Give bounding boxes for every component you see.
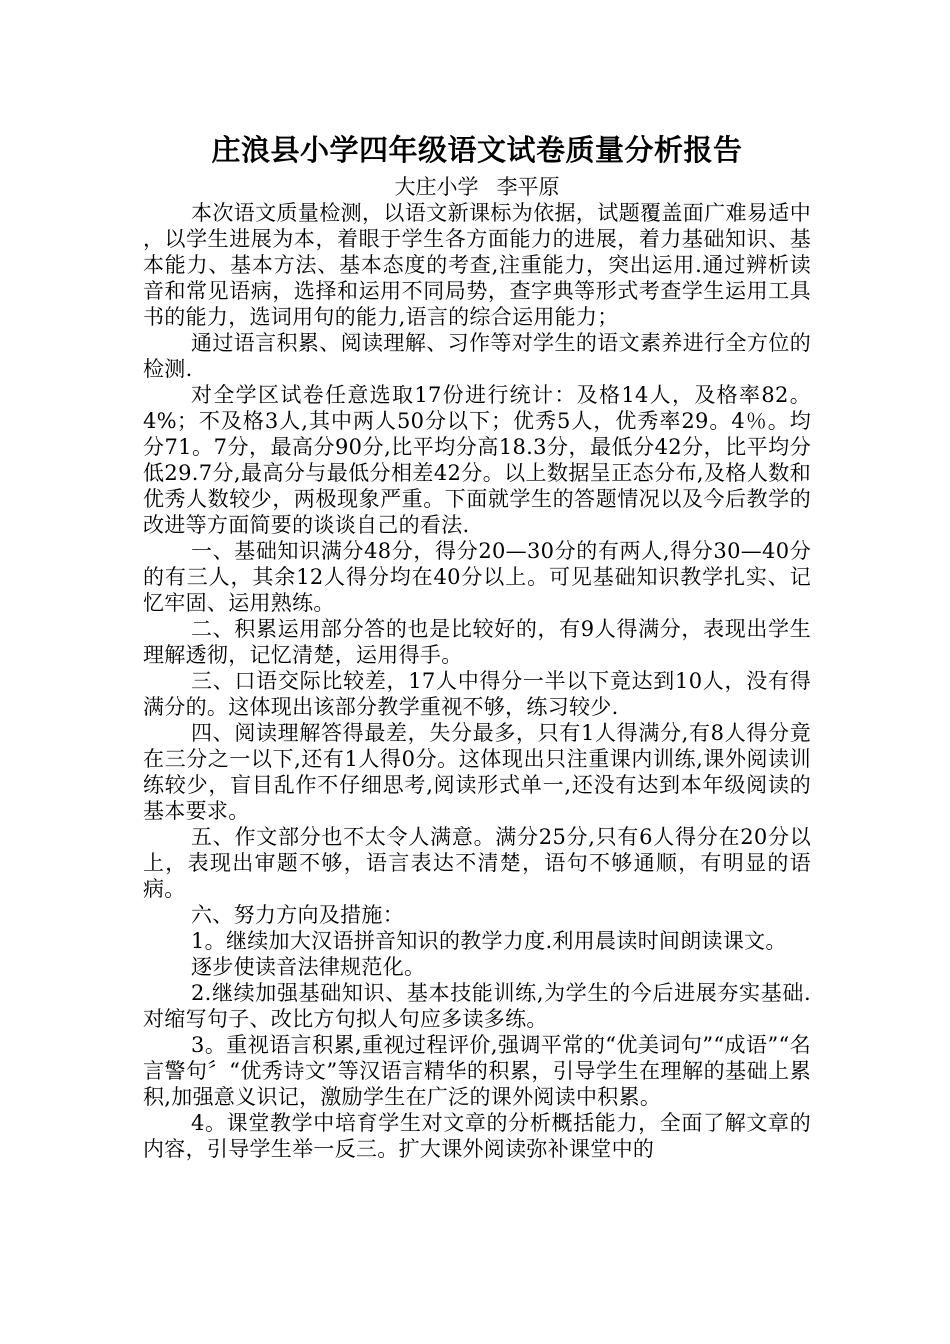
paragraph-section-1: 一、基础知识满分48分，得分20—30分的有两人,得分30—40分的有三人，其余12人得分均在40分以上。可见基础知识教学扎实、记忆牢固、运用熟练。 bbox=[143, 539, 811, 615]
paragraph-measure-1-cont: 逐步使读音法律规范化。 bbox=[191, 955, 426, 979]
paragraph-intro: 本次语文质量检测，以语文新课标为依据，试题覆盖面广难易适中 ，以学生进展为本，着眼于学生各方面能力的进展，着力基础知识、基本能力、基本方法、基本态度的考查,注重能力，突出运用.通过辨析读音和常见语病，选择和运用不同局势，查字典等形式考查学生运用工具书的能力，选词用句的能力,语言的综合运用能力； bbox=[143, 201, 811, 329]
paragraph-section-6-heading: 六、努力方向及措施： bbox=[191, 903, 404, 927]
paragraph-measure-2: 2.继续加强基础知识、基本技能训练,为学生的今后进展夯实基础.对缩写句子、改比方句拟人句应多读多练。 bbox=[143, 981, 811, 1031]
paragraph-section-5: 五、作文部分也不太令人满意。满分25分,只有6人得分在20分以上，表现出审题不够，语言表达不清楚，语句不够通顺，有明显的语病。 bbox=[143, 825, 811, 901]
school-name: 大庄小学 bbox=[394, 175, 479, 199]
author-line bbox=[143, 174, 811, 200]
paragraph-statistics: 对全学区试卷任意选取17份进行统计：及格14人，及格率82。4%；不及格3人,其中两人50分以下；优秀5人，优秀率29。4％。均分71。7分，最高分90分,比平均分高18.3分，最低分42分，比平均分低29.7分,最高分与最低分相差42分。以上数据呈正态分布,及格人数和优秀人数较少，两极现象严重。下面就学生的答题情况以及今后教学的改进等方面简要的谈谈自己的看法. bbox=[143, 383, 811, 537]
paragraph-literacy: 通过语言积累、阅读理解、习作等对学生的语文素养进行全方位的检测. bbox=[143, 331, 811, 381]
paragraph-measure-1: 1。继续加大汉语拼音知识的教学力度.利用晨读时间朗读课文。 bbox=[191, 929, 787, 953]
paragraph-measure-3: 3。重视语言积累,重视过程评价,强调平常的“优美词句”“成语”“名言警句〞“优秀诗文”等汉语言精华的积累，引导学生在理解的基础上累积,加强意义识记，激励学生在广泛的课外阅读中积累。 bbox=[143, 1033, 811, 1109]
author-name: 李平原 bbox=[496, 175, 560, 199]
paragraph-section-3: 三、口语交际比较差，17人中得分一半以下竟达到10人，没有得满分的。这体现出该部分教学重视不够，练习较少. bbox=[143, 669, 811, 719]
paragraph-section-2: 二、积累运用部分答的也是比较好的，有9人得满分，表现出学生理解透彻，记忆清楚，运用得手。 bbox=[143, 617, 811, 667]
document-title: 庄浪县小学四年级语文试卷质量分析报告 bbox=[211, 133, 743, 167]
paragraph-section-4: 四、阅读理解答得最差，失分最多，只有1人得满分,有8人得分竟在三分之一以下,还有1人得0分。这体现出只注重课内训练,课外阅读训练较少，盲目乱作不仔细思考,阅读形式单一,还没有达到本年级阅读的基本要求。 bbox=[143, 721, 811, 823]
document-page bbox=[143, 128, 811, 1162]
paragraph-measure-4: 4。课堂教学中培育学生对文章的分析概括能力，全面了解文章的内容，引导学生举一反三。扩大课外阅读弥补课堂中的 bbox=[143, 1111, 811, 1161]
document-body bbox=[143, 200, 811, 1162]
